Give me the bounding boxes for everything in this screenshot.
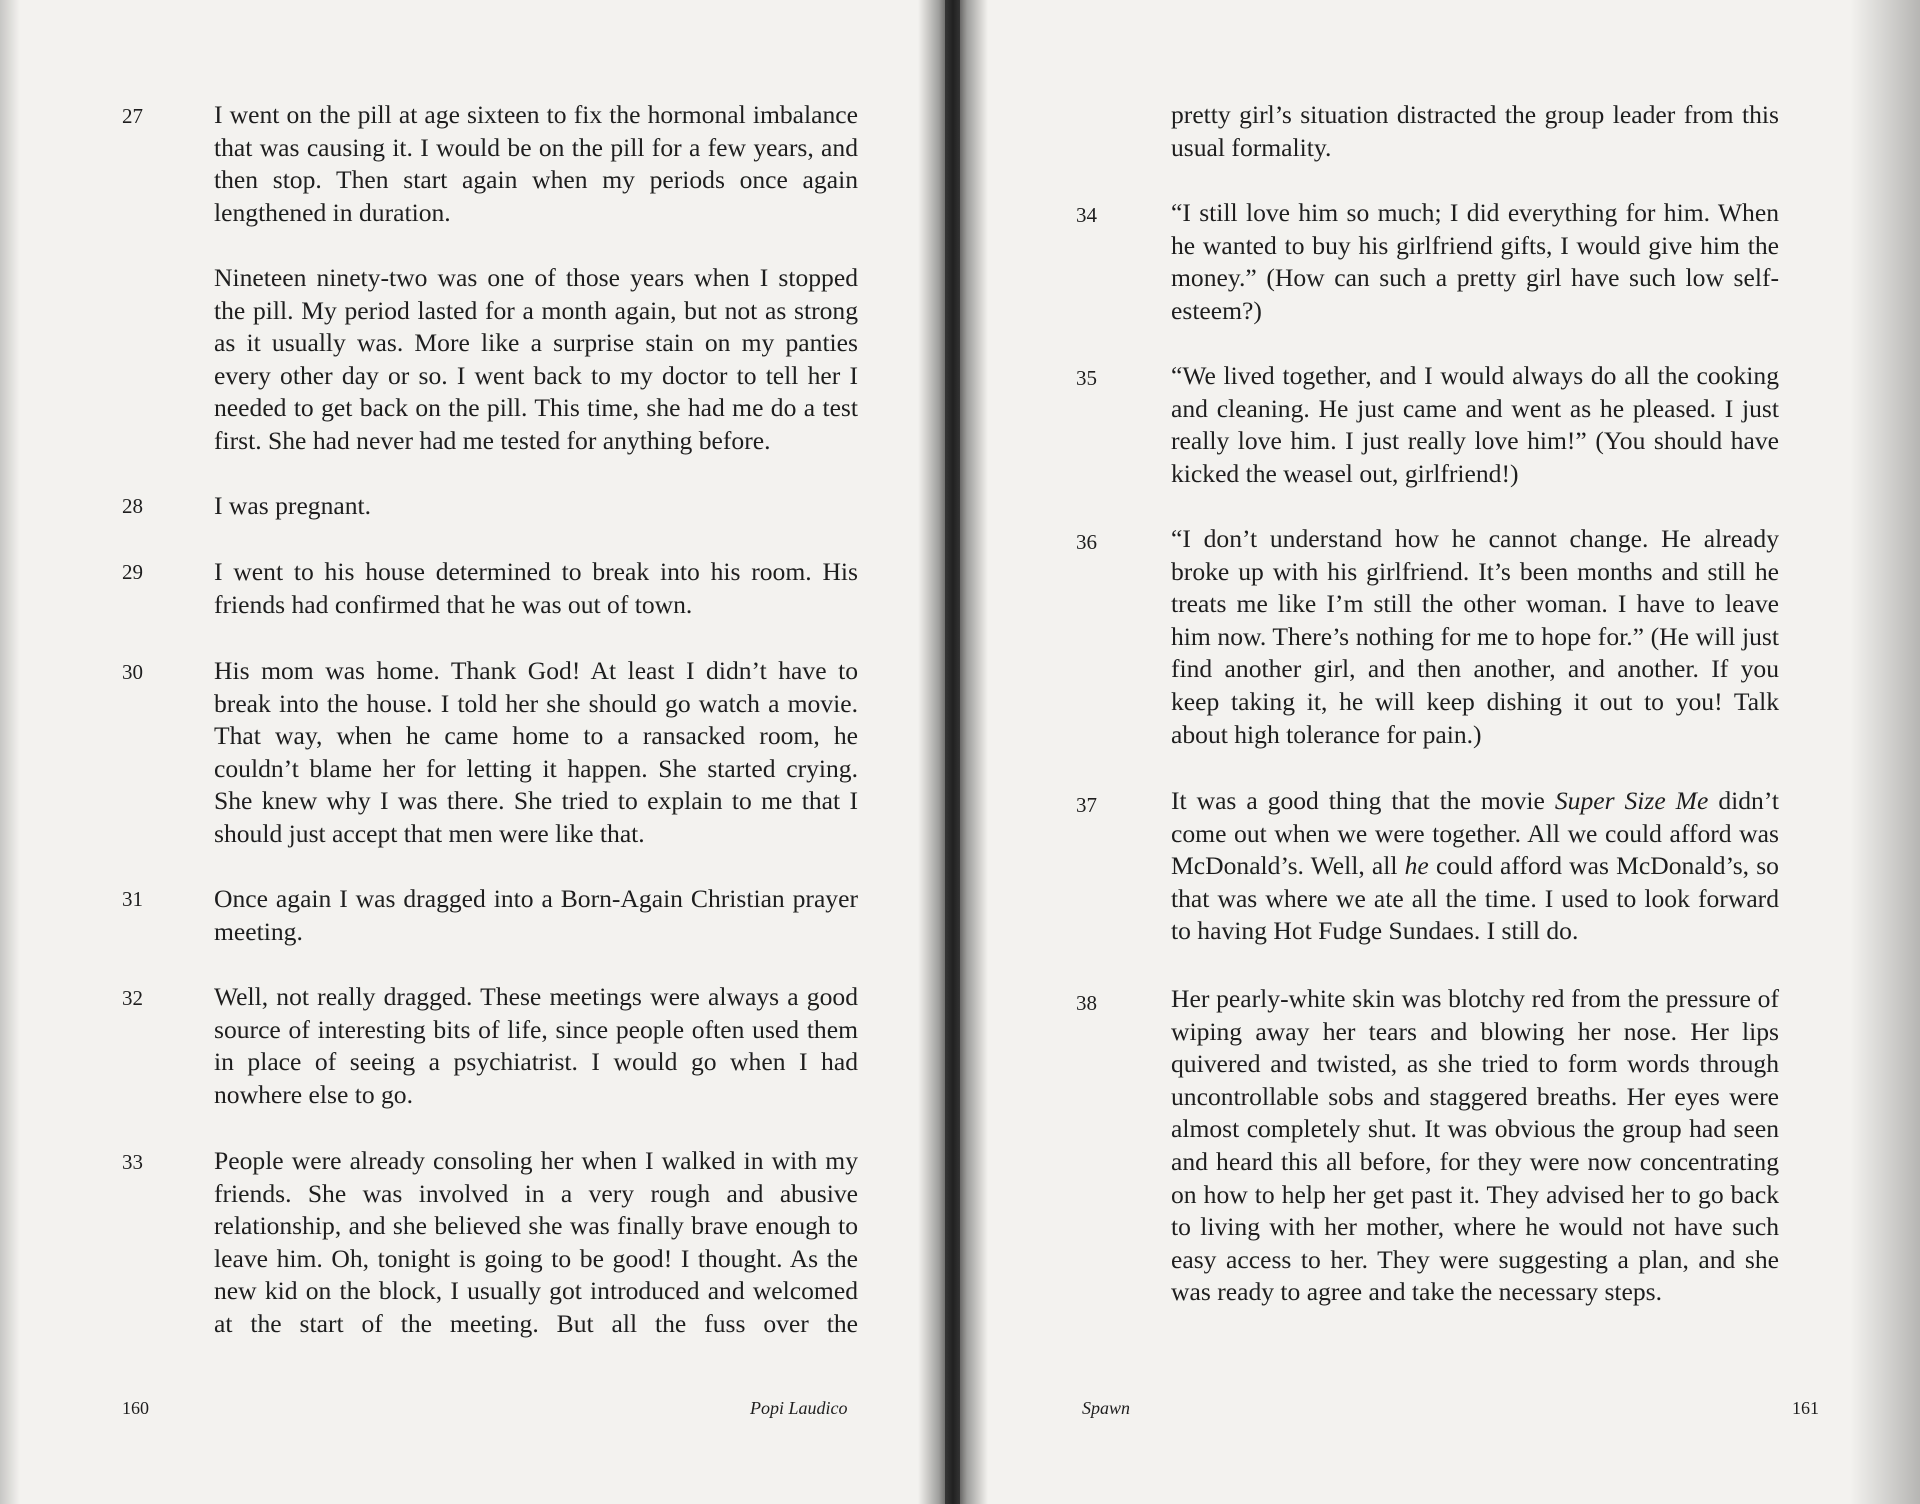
paragraph: Her pearly-white skin was blotchy red from the pressure of wiping away her tears and blowing her nose. Her lips quivered and twisted, as she tried to form words through uncontrollable sobs and staggered breaths. Her eyes were almost completely shut. It was obvious the group had seen and heard this all before, for they were now concentrating on how to help her get past it. They advised her to go back to living with her mother, where he would not have such easy access to her. They were suggesting a plan, and she was ready to agree and take the necessary steps. (1171, 984, 1779, 1307)
paragraph-number: 38 (1076, 991, 1097, 1015)
paragraph-number: 29 (122, 560, 143, 584)
page-edge-shadow (1850, 0, 1920, 1504)
paragraph: Nineteen ninety-two was one of those years when I stopped the pill. My period lasted for a month again, but not as strong as it usually was. More like a surprise stain on my panties every other day or so. I went back to my doctor to tell her I needed to get back on the pill. This time, she had me do a test first. She had never had me tested for anything before. (214, 263, 858, 455)
paragraph: “I still love him so much; I did everything for him. When he wanted to buy his girlfriend gifts, I would give him the money.” (How can such a pretty girl have such low self-esteem?) (1171, 198, 1779, 325)
paragraph: Well, not really dragged. These meetings were always a good source of interesting bits of life, since people often used them in place of seeing a psychiatrist. I would go when I had nowhere else to go. (214, 982, 858, 1109)
paragraph-number: 32 (122, 986, 143, 1010)
paragraph: “I don’t understand how he cannot change. He already broke up with his girlfriend. It’s been months and still he treats me like I’m still the other woman. I have to leave him now. There’s nothing for me to hope for.” (He will just find another girl, and then another, and another. If you keep taking it, he will keep dishing it out to you! Talk about high tolerance for pain.) (1171, 524, 1779, 749)
paragraph-number: 31 (122, 887, 143, 911)
paragraph-text: didn’t come out when we were together. All we could afford was McDonald’s. Well, all (1171, 786, 1780, 881)
emphasis: he (1404, 851, 1429, 881)
paragraph: “We lived together, and I would always do all the cooking and cleaning. He just came and went as he pleased. I just really love him. I just really love him!” (You should have kicked the weasel out, girlfriend!) (1171, 361, 1779, 488)
paragraph-number: 35 (1076, 366, 1097, 390)
paragraph: I was pregnant. (214, 491, 372, 520)
running-header-author: Popi Laudico (750, 1398, 848, 1418)
running-header-title: Spawn (1082, 1398, 1131, 1418)
paragraph: His mom was home. Thank God! At least I didn’t have to break into the house. I told her she should go watch a movie. That way, when he came home to a ransacked room, he couldn’t blame her for letting it happen. She started crying. She knew why I was there. She tried to explain to me that I should just accept that men were like that. (214, 656, 858, 848)
paragraph-number: 27 (122, 104, 143, 128)
paragraph-text: It was a good thing that the movie (1171, 786, 1555, 815)
left-page (0, 0, 945, 1504)
movie-title: Super Size Me (1554, 786, 1709, 815)
page-edge-shadow (0, 0, 20, 1504)
paragraph-text: could afford was McDonald’s, so that was where we ate all the time. I used to look forward to having Hot Fudge Sundaes. I still do. (1171, 851, 1779, 946)
paragraph-number: 30 (122, 660, 143, 684)
right-page (960, 0, 1920, 1504)
paragraph-number: 34 (1076, 203, 1097, 227)
paragraph: I went to his house determined to break into his room. His friends had confirmed that he was out of town. (214, 557, 858, 619)
paragraph (1171, 785, 1779, 948)
paragraph: pretty girl’s situation distracted the group leader from this usual formality. (1171, 100, 1779, 162)
paragraph: Once again I was dragged into a Born-Again Christian prayer meeting. (214, 884, 858, 946)
paragraph: I went on the pill at age sixteen to fix the hormonal imbalance that was causing it. I would be on the pill for a few years, and then stop. Then start again when my periods once again lengthened in duration. (214, 100, 858, 227)
paragraph-number: 37 (1076, 793, 1097, 817)
paragraph-number: 33 (122, 1150, 143, 1174)
page-number: 160 (122, 1398, 149, 1418)
paragraph-number: 36 (1076, 530, 1097, 554)
page-number: 161 (1792, 1398, 1819, 1418)
paragraph-number: 28 (122, 494, 143, 518)
book-gutter (918, 0, 988, 1504)
paragraph: People were already consoling her when I walked in with my friends. She was involved in a very rough and abusive relationship, and she believed she was finally brave enough to leave him. Oh, tonight is going to be good! I thought. As the new kid on the block, I usually got introduced and welcomed at the start of the meeting. But all the fuss over the (214, 1146, 858, 1338)
